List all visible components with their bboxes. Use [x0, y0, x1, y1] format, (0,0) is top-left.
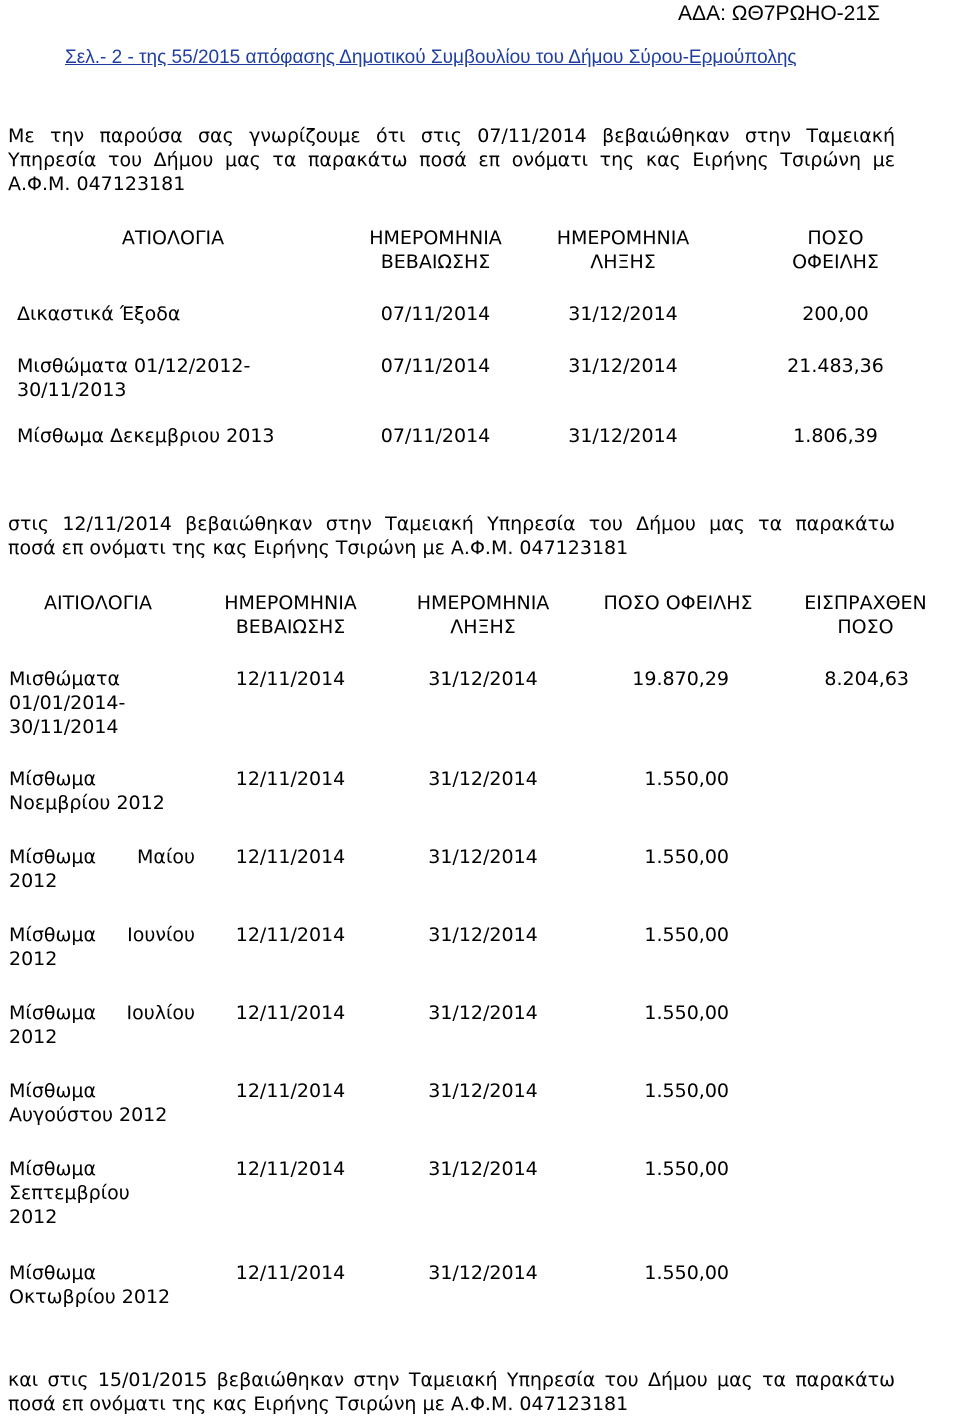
certified-amounts-table-1 [0, 215, 951, 468]
row-due-date: 31/12/2014 [526, 348, 721, 418]
row-collected [776, 761, 956, 839]
row-due-date: 31/12/2014 [386, 917, 581, 995]
row-amount: 1.550,00 [581, 761, 776, 839]
header-amount: ΠΟΣΟ ΟΦΕΙΛΗΣ [721, 216, 951, 296]
table-header-row [1, 581, 956, 661]
row-collected: 8.204,63 [776, 661, 956, 761]
table-row [1, 296, 951, 348]
row-collected [776, 995, 956, 1073]
closing-line-1: και στις 15/01/2015 βεβαιώθηκαν στην Ταμειακή Υπηρεσία του Δήμου μας τα παρακάτω [8, 1369, 895, 1391]
row-reason: Μίσθωμα Νοεμβρίου 2012 [1, 761, 196, 839]
second-line-1: στις 12/11/2014 βεβαιώθηκαν στην Ταμειακή Υπηρεσία του Δήμου μας τα παρακάτω [8, 513, 895, 535]
row-amount: 1.550,00 [581, 1151, 776, 1255]
header-cert-date: ΗΜΕΡΟΜΗΝΙΑ ΒΕΒΑΙΩΣΗΣ [196, 581, 386, 661]
row-cert-date: 07/11/2014 [346, 348, 526, 418]
row-due-date: 31/12/2014 [386, 761, 581, 839]
row-due-date: 31/12/2014 [386, 995, 581, 1073]
table-row [1, 1073, 956, 1151]
row-cert-date: 12/11/2014 [196, 839, 386, 917]
row-reason: Μίσθωμα Σεπτεμβρίου 2012 [1, 1151, 196, 1255]
row-amount: 21.483,36 [721, 348, 951, 418]
row-due-date: 31/12/2014 [386, 1255, 581, 1335]
row-reason: Δικαστικά Έξοδα [1, 296, 346, 348]
table-row [1, 1151, 956, 1255]
row-collected [776, 1073, 956, 1151]
row-reason: Μίσθωμα Ιουλίου 2012 [1, 995, 196, 1073]
row-due-date: 31/12/2014 [386, 839, 581, 917]
row-amount: 1.550,00 [581, 1255, 776, 1335]
row-cert-date: 12/11/2014 [196, 1151, 386, 1255]
row-reason: Μίσθωμα Δεκεμβριου 2013 [1, 418, 346, 468]
row-reason: Μίσθωμα Μαίου 2012 [1, 839, 196, 917]
row-amount: 200,00 [721, 296, 951, 348]
row-reason: Μίσθωμα Οκτωβρίου 2012 [1, 1255, 196, 1335]
table-row [1, 1255, 956, 1335]
row-due-date: 31/12/2014 [526, 418, 721, 468]
row-due-date: 31/12/2014 [386, 1151, 581, 1255]
page-subtitle: Σελ.- 2 - της 55/2015 απόφασης Δημοτικού Συμβουλίου του Δήμου Σύρου-Ερμούπολης [65, 47, 797, 68]
table-row [1, 348, 951, 418]
row-amount: 1.550,00 [581, 917, 776, 995]
row-cert-date: 07/11/2014 [346, 418, 526, 468]
row-amount: 19.870,29 [581, 661, 776, 761]
table-row [1, 761, 956, 839]
header-reason: ΑΙΤΙΟΛΟΓΙΑ [1, 581, 196, 661]
row-cert-date: 12/11/2014 [196, 1073, 386, 1151]
row-due-date: 31/12/2014 [386, 661, 581, 761]
intro-line-1: Με την παρούσα σας γνωρίζουμε ότι στις 07/11/2014 βεβαιώθηκαν στην Ταμειακή [8, 125, 895, 147]
row-reason: Μίσθωμα Αυγούστου 2012 [1, 1073, 196, 1151]
table-row [1, 661, 956, 761]
row-cert-date: 12/11/2014 [196, 995, 386, 1073]
row-collected [776, 917, 956, 995]
intro-paragraph [8, 124, 895, 196]
closing-line-2: ποσά επ ονόματι της κας Ειρήνης Τσιρώνη με Α.Φ.Μ. 047123181 [8, 1393, 629, 1415]
row-collected [776, 839, 956, 917]
row-cert-date: 07/11/2014 [346, 296, 526, 348]
row-amount: 1.550,00 [581, 995, 776, 1073]
row-cert-date: 12/11/2014 [196, 661, 386, 761]
closing-paragraph [8, 1368, 895, 1416]
row-reason: Μισθώματα 01/12/2012- 30/11/2013 [1, 348, 346, 418]
header-collected: ΕΙΣΠΡΑΧΘΕΝ ΠΟΣΟ [776, 581, 956, 661]
row-amount: 1.550,00 [581, 839, 776, 917]
intro-line-3: Α.Φ.Μ. 047123181 [8, 173, 186, 195]
second-line-2: ποσά επ ονόματι της κας Ειρήνης Τσιρώνη με Α.Φ.Μ. 047123181 [8, 537, 629, 559]
header-amount: ΠΟΣΟ ΟΦΕΙΛΗΣ [581, 581, 776, 661]
table-row [1, 917, 956, 995]
row-due-date: 31/12/2014 [386, 1073, 581, 1151]
certified-amounts-table-2 [0, 580, 956, 1335]
header-reason: ΑΤΙΟΛΟΓΙΑ [1, 216, 346, 296]
row-cert-date: 12/11/2014 [196, 761, 386, 839]
ada-code: ΑΔΑ: ΩΘ7ΡΩΗΟ-21Σ [678, 2, 880, 25]
row-amount: 1.550,00 [581, 1073, 776, 1151]
row-cert-date: 12/11/2014 [196, 1255, 386, 1335]
row-cert-date: 12/11/2014 [196, 917, 386, 995]
table-row [1, 839, 956, 917]
row-collected [776, 1151, 956, 1255]
row-collected [776, 1255, 956, 1335]
row-amount: 1.806,39 [721, 418, 951, 468]
row-reason: Μισθώματα 01/01/2014- 30/11/2014 [1, 661, 196, 761]
row-reason: Μίσθωμα Ιουνίου 2012 [1, 917, 196, 995]
intro-line-2: Υπηρεσία του Δήμου μας τα παρακάτω ποσά επ ονόματι της κας Ειρήνης Τσιρώνη με [8, 149, 895, 171]
row-due-date: 31/12/2014 [526, 296, 721, 348]
table-row [1, 418, 951, 468]
second-paragraph [8, 512, 895, 560]
header-due-date: ΗΜΕΡΟΜΗΝΙΑ ΛΗΞΗΣ [526, 216, 721, 296]
header-cert-date: ΗΜΕΡΟΜΗΝΙΑ ΒΕΒΑΙΩΣΗΣ [346, 216, 526, 296]
table-header-row [1, 216, 951, 296]
header-due-date: ΗΜΕΡΟΜΗΝΙΑ ΛΗΞΗΣ [386, 581, 581, 661]
table-row [1, 995, 956, 1073]
